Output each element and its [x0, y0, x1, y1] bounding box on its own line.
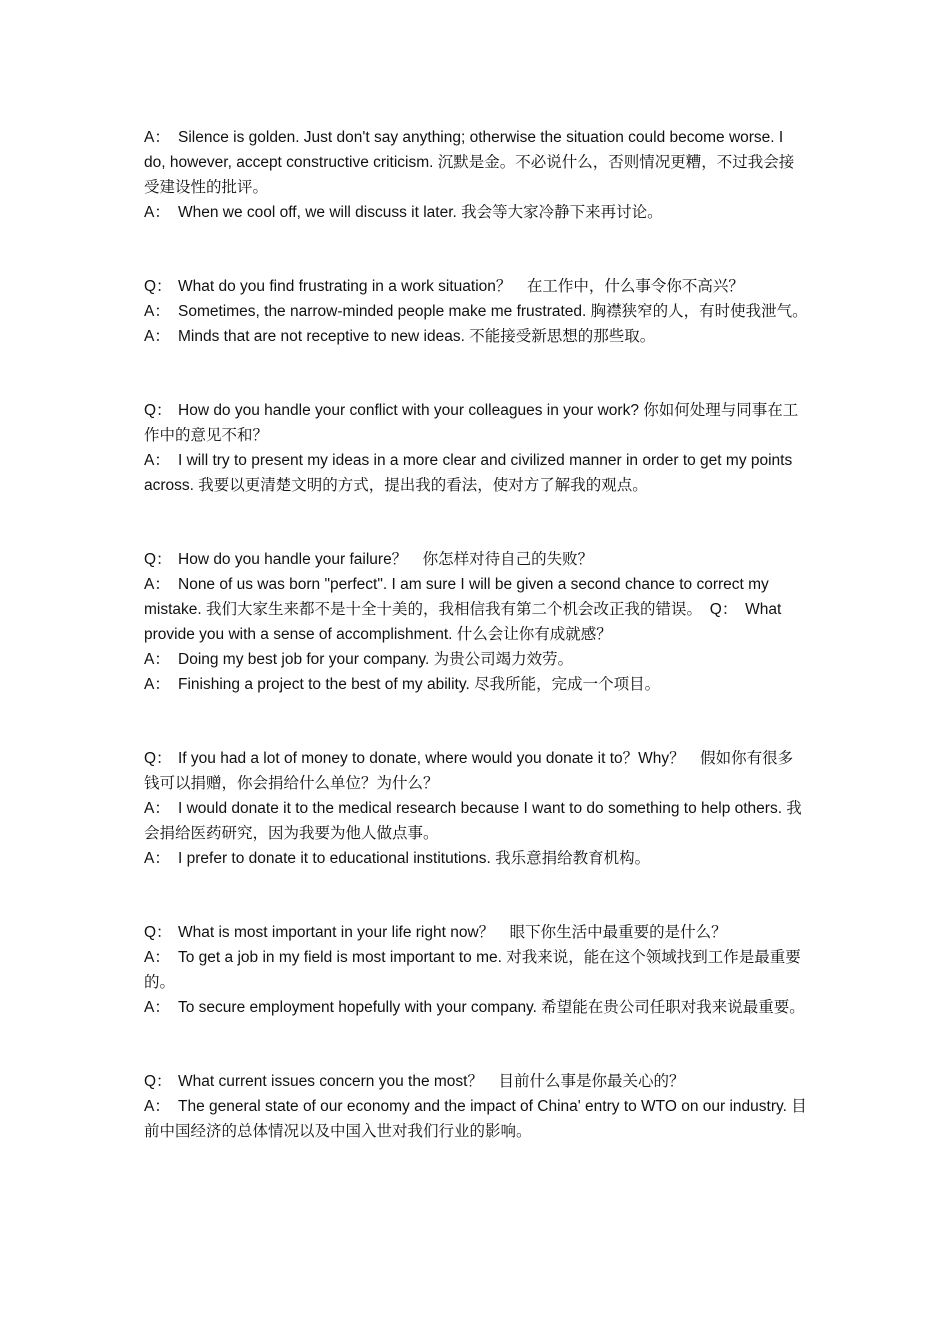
answer-marker: A：: [144, 204, 170, 221]
answer-marker: A：: [144, 800, 170, 817]
answer-marker: A：: [144, 576, 170, 593]
answer-text: I prefer to donate it to educational institutions. 我乐意捐给教育机构。: [178, 850, 651, 867]
answer-marker: A：: [144, 999, 170, 1016]
answer-marker: A：: [144, 676, 170, 693]
answer-line: [144, 995, 808, 1020]
qa-block: [144, 547, 808, 697]
answer-line: [144, 1094, 808, 1144]
question-line: [144, 1069, 808, 1094]
answer-text: Sometimes, the narrow-minded people make me frustrated. 胸襟狭窄的人，有时使我泄气。: [178, 303, 808, 320]
question-line: [144, 398, 808, 448]
answer-line: [144, 647, 808, 672]
question-text: What do you find frustrating in a work situation？ 在工作中，什么事令你不高兴？: [178, 278, 744, 295]
question-line: [144, 746, 808, 796]
answer-line: [144, 125, 808, 200]
question-marker: Q：: [144, 278, 172, 295]
question-text: How do you handle your conflict with your colleagues in your work? 你如何处理与同事在工作中的意见不和？: [144, 402, 799, 444]
question-line: [144, 274, 808, 299]
qa-block: [144, 1069, 808, 1144]
answer-line: [144, 945, 808, 995]
answer-line: [144, 324, 808, 349]
answer-text: I would donate it to the medical research because I want to do something to help others. 我会捐给医药研究，因为我要为他人做点事。: [144, 800, 802, 842]
answer-text: Doing my best job for your company. 为贵公司竭力效劳。: [178, 651, 574, 668]
question-line: [144, 920, 808, 945]
answer-marker: A：: [144, 949, 170, 966]
question-marker: Q：: [144, 750, 172, 767]
qa-block: [144, 746, 808, 871]
question-marker: Q：: [144, 551, 172, 568]
question-line: [144, 547, 808, 572]
answer-line: [144, 200, 808, 225]
answer-marker: A：: [144, 850, 170, 867]
answer-marker: A：: [144, 328, 170, 345]
question-text: What current issues concern you the most？ 目前什么事是你最关心的？: [178, 1073, 685, 1090]
answer-line: [144, 796, 808, 846]
answer-text: I will try to present my ideas in a more clear and civilized manner in order to get my points across. 我要以更清楚文明的方式，提出我的看法，使对方了解我的观点。: [144, 452, 793, 494]
answer-marker: A：: [144, 452, 170, 469]
question-marker: Q：: [144, 924, 172, 941]
answer-text: To secure employment hopefully with your company. 希望能在贵公司任职对我来说最重要。: [178, 999, 805, 1016]
qa-block: [144, 398, 808, 498]
answer-line: [144, 572, 808, 647]
question-marker: Q：: [144, 402, 172, 419]
answer-line: [144, 299, 808, 324]
answer-text: None of us was born "perfect". I am sure I will be given a second chance to correct my mistake. 我们大家生来都不是十全十美的，我相信我有第二个机会改正我的错误。 Q： What provide you with a sense of accomplishment. 什么会让你有成就感？: [144, 576, 782, 643]
question-text: How do you handle your failure？ 你怎样对待自己的失败？: [178, 551, 594, 568]
qa-content: [144, 125, 808, 1144]
qa-block: [144, 274, 808, 349]
qa-block: [144, 125, 808, 225]
answer-line: [144, 672, 808, 697]
question-text: If you had a lot of money to donate, where would you donate it to？Why？ 假如你有很多钱可以捐赠，你会捐给什么单位？为什么？: [144, 750, 794, 792]
answer-marker: A：: [144, 1098, 170, 1115]
answer-text: Silence is golden. Just don't say anything; otherwise the situation could become worse. I do, however, accept constructive criticism. 沉默是金。不必说什么，否则情况更糟，不过我会接受建设性的批评。: [144, 129, 795, 196]
question-marker: Q：: [144, 1073, 172, 1090]
answer-marker: A：: [144, 129, 170, 146]
answer-text: The general state of our economy and the impact of China' entry to WTO on our industry. 目前中国经济的总体情况以及中国入世对我们行业的影响。: [144, 1098, 807, 1140]
answer-marker: A：: [144, 651, 170, 668]
answer-line: [144, 846, 808, 871]
qa-block: [144, 920, 808, 1020]
answer-text: To get a job in my field is most important to me. 对我来说，能在这个领域找到工作是最重要的。: [144, 949, 801, 991]
answer-text: Finishing a project to the best of my ability. 尽我所能，完成一个项目。: [178, 676, 661, 693]
answer-text: Minds that are not receptive to new ideas. 不能接受新思想的那些取。: [178, 328, 656, 345]
answer-text: When we cool off, we will discuss it later. 我会等大家冷静下来再讨论。: [178, 204, 663, 221]
answer-marker: A：: [144, 303, 170, 320]
question-text: What is most important in your life right now？ 眼下你生活中最重要的是什么？: [178, 924, 727, 941]
answer-line: [144, 448, 808, 498]
